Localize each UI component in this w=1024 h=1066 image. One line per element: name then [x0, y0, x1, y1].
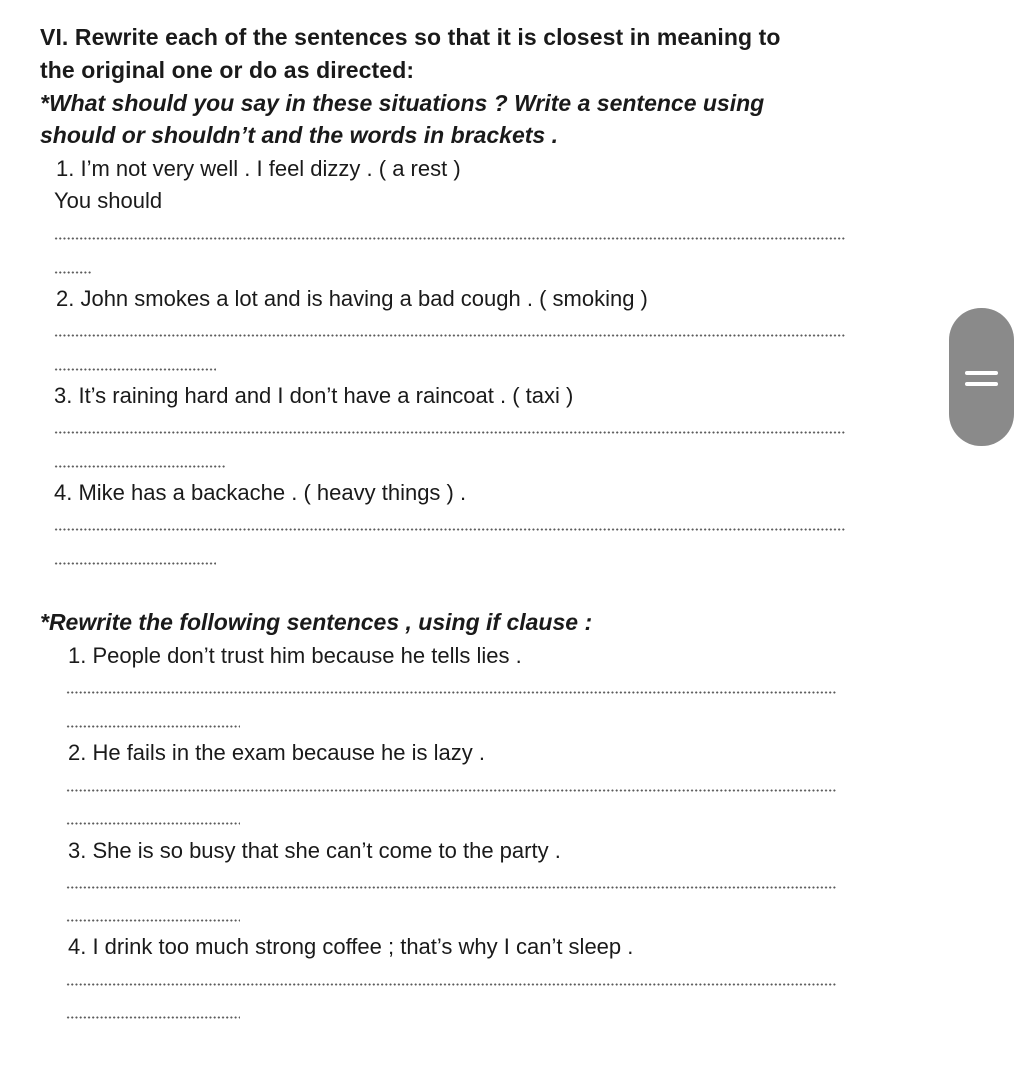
answer-line-continuation[interactable] [66, 1016, 240, 1019]
answer-line-continuation[interactable] [66, 725, 240, 728]
part1-instruction-line2: should or shouldn’t and the words in brackets . [40, 122, 558, 148]
part1-question-2: 2. John smokes a lot and is having a bad cough . ( smoking ) [56, 286, 648, 311]
part1-question-1: 1. I’m not very well . I feel dizzy . ( a rest ) [56, 156, 461, 181]
part2-question-2: 2. He fails in the exam because he is lazy . [68, 740, 485, 765]
part2-question-4: 4. I drink too much strong coffee ; that’s why I can’t sleep . [68, 934, 634, 959]
answer-line[interactable] [66, 691, 836, 694]
answer-line[interactable] [66, 886, 836, 889]
answer-line[interactable] [66, 983, 836, 986]
part2-instruction: *Rewrite the following sentences , using if clause : [40, 609, 593, 635]
answer-line-continuation[interactable] [54, 465, 226, 468]
part1-question-3: 3. It’s raining hard and I don’t have a raincoat . ( taxi ) [54, 383, 574, 408]
answer-line-continuation[interactable] [54, 368, 216, 371]
grip-line-icon [965, 382, 998, 386]
scroll-handle[interactable] [949, 308, 1014, 446]
answer-line[interactable] [54, 528, 846, 531]
exercise-heading-line2: the original one or do as directed: [40, 57, 415, 83]
answer-line-continuation[interactable] [66, 919, 240, 922]
answer-line[interactable] [54, 334, 846, 337]
answer-line[interactable] [54, 431, 846, 434]
part1-question-4: 4. Mike has a backache . ( heavy things ) . [54, 480, 467, 505]
answer-line-continuation[interactable] [54, 562, 216, 565]
part2-question-1: 1. People don’t trust him because he tells lies . [68, 643, 522, 668]
answer-line-continuation[interactable] [54, 271, 92, 274]
part2-question-3: 3. She is so busy that she can’t come to the party . [68, 838, 561, 863]
answer-line[interactable] [54, 237, 846, 240]
answer-line[interactable] [66, 789, 836, 792]
grip-line-icon [965, 371, 998, 375]
part1-answer-prompt-1: You should [54, 188, 163, 213]
exercise-heading-line1: VI. Rewrite each of the sentences so that it is closest in meaning to [40, 24, 781, 50]
answer-line-continuation[interactable] [66, 822, 240, 825]
part1-instruction-line1: *What should you say in these situations ? Write a sentence using [40, 90, 765, 116]
